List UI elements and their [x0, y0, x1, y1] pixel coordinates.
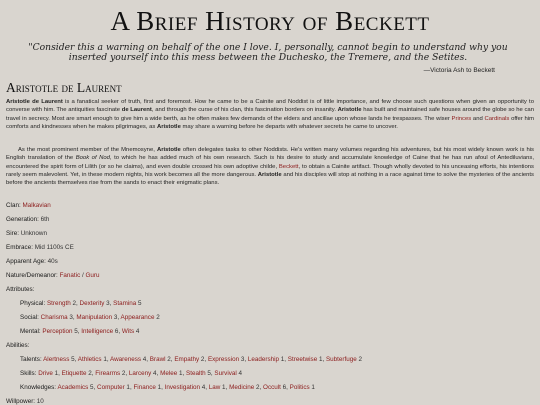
stat-label: Knowledges: — [20, 384, 58, 391]
stat-generation — [6, 216, 49, 223]
page-title: A Brief History of Beckett — [110, 6, 430, 36]
stat-label: Sire: — [6, 230, 19, 237]
trait-value: 4, — [141, 356, 150, 363]
trait-value: 3, — [239, 356, 248, 363]
stat-label: Social: — [20, 314, 41, 321]
stat-label: Clan: — [6, 202, 21, 209]
trait-value: 1, — [52, 370, 62, 377]
trait-value: 4 — [236, 370, 243, 377]
trait-link[interactable]: Medicine — [229, 384, 255, 391]
trait-link[interactable]: Manipulation — [76, 314, 113, 321]
trait-link[interactable]: Finance — [133, 384, 156, 391]
trait-link[interactable]: Brawl — [149, 356, 166, 363]
stat-social — [20, 314, 160, 321]
trait-value: 1 — [309, 384, 315, 391]
trait-value: 1, — [155, 384, 165, 391]
stat-embrace — [6, 244, 74, 251]
trait-link[interactable]: Awareness — [109, 356, 142, 363]
trait-value: 1, — [101, 356, 110, 363]
stat-label: Mental: — [20, 328, 43, 335]
trait-link[interactable]: Survival — [214, 370, 237, 377]
clan-link[interactable]: Malkavian — [22, 202, 51, 209]
trait-link[interactable]: Appearance — [120, 314, 155, 321]
trait-value: 5, — [88, 384, 98, 391]
trait-link[interactable]: Streetwise — [287, 356, 318, 363]
trait-link[interactable]: Empathy — [174, 356, 200, 363]
stat-talents — [20, 356, 362, 363]
stat-knowledges — [20, 384, 315, 391]
stat-physical — [20, 300, 142, 307]
name-emphasis: Aristotle — [156, 147, 181, 153]
attributes-heading — [6, 286, 34, 293]
trait-value: 4, — [199, 384, 209, 391]
stat-value: Mid 1100s CE — [34, 244, 74, 251]
stat-mental — [20, 328, 139, 335]
trait-link[interactable]: Wits — [121, 328, 135, 335]
trait-link[interactable]: Alertness — [43, 356, 70, 363]
stat-label: Apparent Age: — [6, 258, 46, 265]
trait-link[interactable]: Intelligence — [81, 328, 114, 335]
trait-value: 2 — [356, 356, 363, 363]
name-emphasis: Aristotle de Laurent — [6, 99, 63, 105]
stat-label: Nature/Demeanor: — [6, 272, 58, 279]
text-run: is a fanatical seeker of truth, first and foremost. How he came to be a Cainite and Noddist is of little importance, and few choose such questions when given an opportunity to converse with him. The antiquities fascinate — [6, 99, 534, 114]
trait-value: 5, — [69, 356, 78, 363]
text-run: , and through the curse of his clan, this fascination borders on insanity. — [151, 107, 338, 114]
stat-label: Embrace: — [6, 244, 33, 251]
quote-attribution: —Victoria Ash to Beckett — [423, 67, 495, 74]
trait-link[interactable]: Melee — [160, 370, 178, 377]
wiki-link[interactable]: Cardinals — [484, 115, 510, 122]
section-heading: Aristotle de Laurent — [6, 80, 122, 95]
trait-value: 1, — [317, 356, 326, 363]
text-run: and — [471, 115, 485, 122]
text-run: , to obtain a Cainite artifact. Though wholly devoted to his unceasing efforts, his intentions rarely seem malevolent. Yet, in these modern nights, his work becomes all the more dangerous. — [6, 163, 534, 178]
abilities-heading — [6, 342, 29, 349]
stat-skills — [20, 370, 242, 377]
stat-label: Attributes: — [6, 286, 35, 293]
trait-value: 2, — [120, 370, 129, 377]
stat-clan — [6, 202, 51, 209]
trait-link[interactable]: Stamina — [113, 300, 137, 307]
trait-value: 3, — [112, 314, 121, 321]
stat-value: Unknown — [20, 230, 47, 237]
demeanor-link[interactable]: Guru — [85, 272, 100, 279]
trait-value: 4 — [134, 328, 140, 335]
text-run: often delegates tasks to other Noddists. He's written many volumes regarding his adventures, but his most widely known work is his English translation of the — [6, 147, 534, 162]
stat-willpower — [6, 398, 44, 405]
trait-value: 4, — [151, 370, 161, 377]
text-run: As the most prominent member of the Mnemosyne, — [18, 147, 157, 153]
trait-value: 5, — [72, 328, 82, 335]
stat-label: Skills: — [20, 370, 39, 377]
trait-link[interactable]: Perception — [42, 328, 73, 335]
stat-value: 10 — [36, 398, 44, 405]
stat-label: Physical: — [20, 300, 47, 307]
trait-link[interactable]: Etiquette — [61, 370, 87, 377]
trait-link[interactable]: Drive — [38, 370, 53, 377]
nature-link[interactable]: Fanatic — [59, 272, 81, 279]
trait-value: 6, — [113, 328, 122, 335]
trait-link[interactable]: Investigation — [164, 384, 200, 391]
separator: / — [80, 272, 86, 279]
stat-nature-demeanor — [6, 272, 99, 279]
trait-value: 2, — [199, 356, 208, 363]
text-run: may share a warning before he departs with whatever secrets he came to uncover. — [180, 123, 398, 130]
name-emphasis: de Laurent — [121, 107, 152, 114]
trait-value: 2 — [154, 314, 160, 321]
trait-link[interactable]: Expression — [207, 356, 240, 363]
bio-paragraph-1 — [6, 98, 534, 131]
trait-value: 5, — [205, 370, 215, 377]
text-run: and his disciples will stop at nothing in a race against time to solve the mysteries of the ancients before the ancients themselves rise from the sands to enact their enigmatic plans. — [6, 171, 535, 187]
trait-value: 1, — [177, 370, 186, 377]
trait-link[interactable]: Subterfuge — [325, 356, 357, 363]
stat-label: Generation: — [6, 216, 39, 223]
text-run: , to which he has added much of his own research. Such is his desire to study and accumulate knowledge of Caine that he has run afoul of Antediluvians, encountered the spirit form of Lilith (or so he claims), and even double crossed his own adoptive childe, — [6, 155, 534, 170]
stat-value: 6th — [40, 216, 50, 223]
trait-value: 2, — [254, 384, 264, 391]
trait-link[interactable]: Computer — [97, 384, 125, 391]
trait-link[interactable]: Athletics — [77, 356, 102, 363]
book-title: Book of Nod — [75, 155, 110, 162]
name-emphasis: Aristotle — [337, 107, 362, 114]
stat-label: Willpower: — [6, 398, 36, 405]
trait-link[interactable]: Leadership — [247, 356, 280, 363]
trait-value: 2, — [86, 370, 96, 377]
trait-value: 2, — [70, 300, 80, 307]
wiki-link[interactable]: Princes — [451, 115, 472, 122]
trait-value: 3, — [104, 300, 114, 307]
stat-label: Abilities: — [6, 342, 30, 349]
epigraph-quote: "Consider this a warning on behalf of the one I love. I, personally, cannot begin to understand why you inserted yourself into this mess between the Duchesko, the Tremere, and the Setites. — [28, 42, 508, 63]
stat-value: 40s — [47, 258, 58, 265]
trait-link[interactable]: Politics — [289, 384, 310, 391]
trait-value: 3, — [67, 314, 77, 321]
stat-sire — [6, 230, 47, 237]
bio-paragraph-2 — [6, 146, 534, 187]
trait-value: 1, — [279, 356, 288, 363]
stat-apparent-age — [6, 258, 58, 265]
trait-link[interactable]: Charisma — [40, 314, 68, 321]
trait-link[interactable]: Occult — [263, 384, 281, 391]
trait-link[interactable]: Firearms — [95, 370, 121, 377]
text-run: offer him comforts and kindnesses when he makes pilgrimages, as — [6, 115, 534, 130]
stat-label: Talents: — [20, 356, 44, 363]
trait-link[interactable]: Academics — [57, 384, 89, 391]
trait-link[interactable]: Law — [208, 384, 221, 391]
name-emphasis: Aristotle — [257, 171, 282, 178]
trait-link[interactable]: Larceny — [128, 370, 152, 377]
trait-link[interactable]: Strength — [46, 300, 71, 307]
trait-value: 5 — [136, 300, 142, 307]
trait-value: 2, — [165, 356, 175, 363]
trait-link[interactable]: Stealth — [186, 370, 206, 377]
wiki-link[interactable]: Beckett — [278, 163, 299, 170]
text-run: has built and maintained safe houses around the globe so he can travel in secrecy. Most are smart enough to give him a wide berth, as he often makes few demands of the elders and ancillae upon whose lands he trespasses. The wiser — [6, 107, 534, 122]
trait-value: 1, — [220, 384, 230, 391]
name-emphasis: Aristotle — [156, 123, 181, 130]
trait-link[interactable]: Dexterity — [79, 300, 105, 307]
trait-value: 1, — [124, 384, 134, 391]
trait-value: 6, — [280, 384, 290, 391]
